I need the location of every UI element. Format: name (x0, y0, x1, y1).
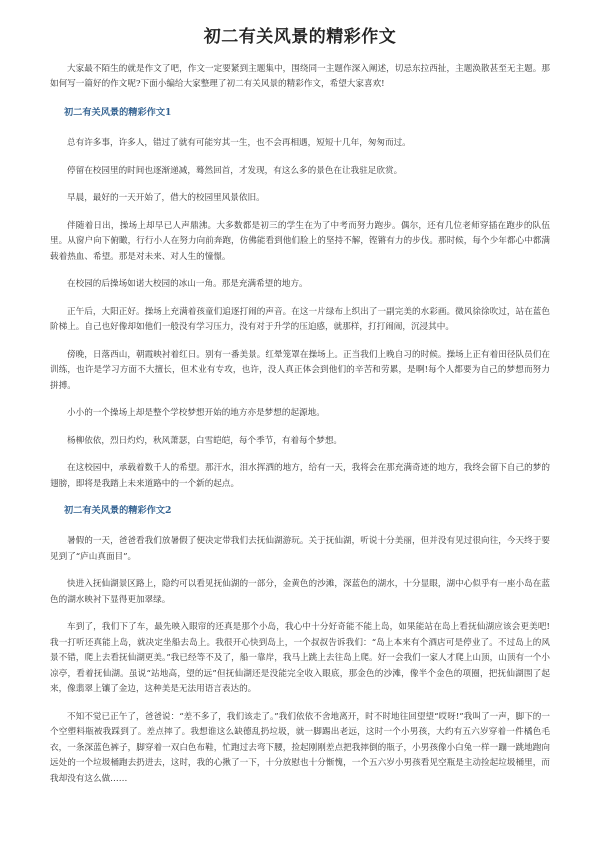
section-heading: 初二有关风景的精彩作文1 (64, 107, 172, 118)
essay-section-2 (50, 504, 550, 787)
paragraph: 杨柳依依，烈日灼灼，秋风萧瑟，白雪皑皑，每个季节，有着每个梦想。 (67, 435, 343, 446)
paragraph: 在这校园中，承载着数千人的希望。那汗水，泪水挥洒的地方，给有一天，我将会在那充满奇迹的地方，我终会留下自己的梦的翅膀，即将是我踏上未来道路中的一个新的起点。 (50, 463, 550, 489)
paragraph: 傍晚，日落西山，朝霞映衬着红日。别有一番美景。红晕笼罩在操场上。正当我们上晚自习的时候。操场上正有着田径队员们在训练，也许是学习方面不大擅长，但术业有专攻，也许，没人真正体会到他们的辛苦和劳累，是啊!每个人都要为自己的梦想而努力拼搏。 (50, 349, 550, 391)
paragraph: 停留在校园里的时间也逐渐递减，蓦然回首，才发现，有这么多的景色在让我驻足欣赏。 (67, 165, 403, 176)
paragraph: 不知不觉已正午了，爸爸说：“差不多了，我们该走了。”我们依依不舍地离开，时不时地往回望望“哎呀!”我叫了一声，脚下的一个空塑料瓶被我踩到了。差点摔了。我想谁这么缺德乱扔垃圾，就一脚踢出老远，这时一个小男孩，大约有五六岁穿着一件橘色毛衣，一条深蓝色裤子，脚穿着一双白色布鞋，忙跑过去弯下腰，捡起刚刚差点把我摔倒的瓶子，小男孩像小白兔一样一蹦一跳地跑向远处的一个垃圾桶跑去扔进去，这时，我的心揪了一下，十分放慰也十分惭愧，一个五六岁小男孩看见空瓶是主动捡起垃圾桶里，而我却没有这么做…… (50, 711, 550, 784)
paragraph: 伴随着日出，操场上却早已人声鼎沸。大多数都是初三的学生在为了中考而努力跑步。偶尔，还有几位老师穿插在跑步的队伍里。从窗户向下俯瞰，行行小人在努力向前奔跑，仿佛能看到他们脸上的坚持不解，铿锵有力的步伐。那时候，每个少年都心中都满载着热血、希望。那是对未来、对人生的憧憬。 (50, 220, 550, 262)
paragraph: 快进入抚仙湖景区路上，隐约可以看见抚仙湖的一部分，金黄色的沙滩，深蓝色的湖水，十分显眼，湖中心似乎有一座小岛在蓝色的湖水映衬下显得更加翠绿。 (50, 579, 550, 605)
section-heading: 初二有关风景的精彩作文2 (64, 505, 172, 516)
paragraph: 暑假的一天，爸爸看我们放暑假了便决定带我们去抚仙湖游玩。关于抚仙湖，听说十分美丽，但并没有见过很向往，今天终于要见到了“庐山真面目”。 (50, 536, 550, 562)
paragraph: 总有许多事，许多人，错过了就有可能穷其一生，也不会再相遇，短短十几年，匆匆而过。 (67, 138, 411, 148)
paragraph: 小小的一个操场上却是整个学校梦想开始的地方亦是梦想的起源地。 (67, 408, 325, 418)
essay-section-1 (50, 106, 550, 492)
page-title: 初二有关风景的精彩作文 (203, 27, 397, 47)
paragraph: 车到了，我们下了车，最先映入眼帘的还真是那个小岛，我心中十分好奇能不能上岛，如果能站在岛上看抚仙湖应该会更美吧!我一打听还真能上岛，就决定坐船去岛上。我很开心快到岛上，一个叔叔告诉我们：“岛上本来有个酒店可是停业了。不过岛上的风景不错，爬上去看抚仙湖更美。”我已经等不及了，船一靠岸，我马上跳上去往岛上爬。好一会我们一家人才爬上山顶，山顶有一个小凉亭，看着抚仙湖。虽说“站地高，望的远”但抚仙湖还是没能完全收入眼底，那金色的沙滩，像半个金色的项圈，把抚仙湖围了起来，像翡翠上镶了金边，这种美是无法用语言表达的。 (50, 622, 550, 694)
intro-paragraph: 大家最不陌生的就是作文了吧，作文一定要紧到主题集中，围绕同一主题作深入阐述，切忌东拉西扯，主题涣散甚至无主题。那如何写一篇好的作文呢?下面小编给大家整理了初二有关风景的精彩作文，希望大家喜欢! (50, 64, 550, 89)
paragraph: 早晨，最好的一天开始了，借大的校园里风景依旧。 (67, 193, 265, 203)
paragraph: 正午后，大阳正好。操场上充满着孩童们追逐打闹的声音。在这一片绿布上织出了一副完美的水彩画。微风徐徐吹过，站在蓝色阶梯上。自己也好像却如他们一般没有学习压力，没有对于升学的压迫感，就那样，打打闹闹，沉浸其中。 (50, 306, 550, 332)
paragraph: 在校园的后操场如诺大校园的冰山一角。那是充满希望的地方。 (67, 279, 308, 289)
